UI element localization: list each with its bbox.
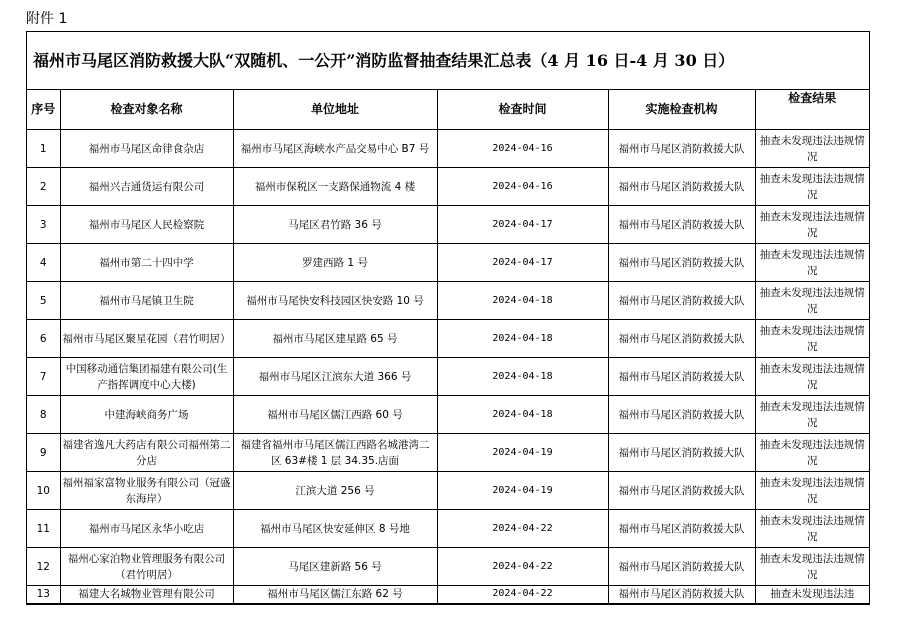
cell-name: 福建大名城物业管理有限公司 — [60, 586, 233, 604]
table-row — [27, 130, 869, 168]
cell-agency: 福州市马尾区消防救援大队 — [608, 396, 755, 434]
table-row — [27, 586, 869, 604]
cell-date: 2024-04-18 — [437, 320, 608, 358]
cell-result: 抽查未发现违法违规情况 — [755, 358, 869, 396]
cell-no: 1 — [27, 130, 60, 168]
cell-address: 福州市马尾区儒江东路 62 号 — [233, 586, 437, 604]
cell-agency: 福州市马尾区消防救援大队 — [608, 472, 755, 510]
cell-agency: 福州市马尾区消防救援大队 — [608, 244, 755, 282]
table-row — [27, 282, 869, 320]
cell-date: 2024-04-22 — [437, 510, 608, 548]
cell-date: 2024-04-17 — [437, 244, 608, 282]
cell-address: 福州市马尾区海峡水产品交易中心 B7 号 — [233, 130, 437, 168]
cell-date: 2024-04-17 — [437, 206, 608, 244]
header-agency: 实施检查机构 — [608, 90, 755, 130]
cell-agency: 福州市马尾区消防救援大队 — [608, 434, 755, 472]
cell-date: 2024-04-18 — [437, 358, 608, 396]
cell-date: 2024-04-22 — [437, 548, 608, 586]
cell-no: 13 — [27, 586, 60, 604]
cell-agency: 福州市马尾区消防救援大队 — [608, 510, 755, 548]
table-row — [27, 548, 869, 586]
header-row — [27, 90, 869, 130]
cell-name: 福州心家泊物业管理服务有限公司（君竹明居） — [60, 548, 233, 586]
cell-name: 福州市马尾区人民检察院 — [60, 206, 233, 244]
attachment-label: 附件 1 — [26, 11, 68, 27]
cell-agency: 福州市马尾区消防救援大队 — [608, 130, 755, 168]
header-date: 检查时间 — [437, 90, 608, 130]
cell-result: 抽查未发现违法违规情况 — [755, 206, 869, 244]
cell-name: 福州福家富物业服务有限公司（冠盛东海岸） — [60, 472, 233, 510]
cell-no: 11 — [27, 510, 60, 548]
cell-address: 福州市保税区一支路保通物流 4 楼 — [233, 168, 437, 206]
cell-name: 福州市马尾区聚星花园（君竹明居） — [60, 320, 233, 358]
table-row — [27, 320, 869, 358]
cell-address: 福州市马尾快安科技园区快安路 10 号 — [233, 282, 437, 320]
cell-result: 抽查未发现违法违规情况 — [755, 244, 869, 282]
table-row — [27, 510, 869, 548]
cell-no: 4 — [27, 244, 60, 282]
cell-no: 7 — [27, 358, 60, 396]
cell-date: 2024-04-18 — [437, 396, 608, 434]
table-row — [27, 168, 869, 206]
cell-name: 福州市马尾区永华小吃店 — [60, 510, 233, 548]
cell-date: 2024-04-19 — [437, 472, 608, 510]
cell-result: 抽查未发现违法违规情况 — [755, 168, 869, 206]
cell-address: 江滨大道 256 号 — [233, 472, 437, 510]
cell-name: 中国移动通信集团福建有限公司(生产指挥调度中心大楼) — [60, 358, 233, 396]
header-address: 单位地址 — [233, 90, 437, 130]
cell-date: 2024-04-16 — [437, 168, 608, 206]
cell-name: 福州兴吉通货运有限公司 — [60, 168, 233, 206]
cell-agency: 福州市马尾区消防救援大队 — [608, 282, 755, 320]
cell-address: 罗建西路 1 号 — [233, 244, 437, 282]
cell-no: 12 — [27, 548, 60, 586]
table-row — [27, 434, 869, 472]
cell-no: 2 — [27, 168, 60, 206]
cell-address: 福州市马尾区快安延伸区 8 号地 — [233, 510, 437, 548]
cell-agency: 福州市马尾区消防救援大队 — [608, 586, 755, 604]
cell-agency: 福州市马尾区消防救援大队 — [608, 168, 755, 206]
cell-result: 抽查未发现违法违规情况 — [755, 320, 869, 358]
cell-no: 5 — [27, 282, 60, 320]
cell-no: 8 — [27, 396, 60, 434]
cell-agency: 福州市马尾区消防救援大队 — [608, 358, 755, 396]
cell-result: 抽查未发现违法违规情况 — [755, 548, 869, 586]
cell-no: 6 — [27, 320, 60, 358]
cell-no: 10 — [27, 472, 60, 510]
cell-name: 福州市马尾区命律食杂店 — [60, 130, 233, 168]
results-sheet — [26, 31, 870, 605]
cell-result: 抽查未发现违法违规情况 — [755, 472, 869, 510]
cell-result: 抽查未发现违法违规情况 — [755, 282, 869, 320]
cell-name: 中建海峡商务广场 — [60, 396, 233, 434]
cell-address: 福州市马尾区儒江西路 60 号 — [233, 396, 437, 434]
cell-result: 抽查未发现违法违 — [755, 586, 869, 604]
header-no: 序号 — [27, 90, 60, 130]
cell-date: 2024-04-22 — [437, 586, 608, 604]
cell-agency: 福州市马尾区消防救援大队 — [608, 320, 755, 358]
header-name: 检查对象名称 — [60, 90, 233, 130]
cell-name: 福州市马尾镇卫生院 — [60, 282, 233, 320]
cell-result: 抽查未发现违法违规情况 — [755, 434, 869, 472]
cell-address: 马尾区君竹路 36 号 — [233, 206, 437, 244]
cell-agency: 福州市马尾区消防救援大队 — [608, 206, 755, 244]
cell-result: 抽查未发现违法违规情况 — [755, 510, 869, 548]
cell-name: 福州市第二十四中学 — [60, 244, 233, 282]
cell-name: 福建省逸凡大药店有限公司福州第二分店 — [60, 434, 233, 472]
inspection-results-table — [27, 90, 869, 604]
cell-result: 抽查未发现违法违规情况 — [755, 396, 869, 434]
table-row — [27, 244, 869, 282]
cell-result: 抽查未发现违法违规情况 — [755, 130, 869, 168]
cell-date: 2024-04-16 — [437, 130, 608, 168]
cell-address: 福州市马尾区建星路 65 号 — [233, 320, 437, 358]
table-row — [27, 472, 869, 510]
cell-date: 2024-04-19 — [437, 434, 608, 472]
cell-address: 福州市马尾区江滨东大道 366 号 — [233, 358, 437, 396]
table-body — [27, 130, 869, 604]
cell-agency: 福州市马尾区消防救援大队 — [608, 548, 755, 586]
cell-address: 马尾区建新路 56 号 — [233, 548, 437, 586]
cell-address: 福建省福州市马尾区儒江西路名城港湾二区 63#楼 1 层 34.35.店面 — [233, 434, 437, 472]
cell-no: 3 — [27, 206, 60, 244]
cell-date: 2024-04-18 — [437, 282, 608, 320]
table-row — [27, 396, 869, 434]
table-row — [27, 358, 869, 396]
cell-no: 9 — [27, 434, 60, 472]
table-row — [27, 206, 869, 244]
header-result: 检查结果 — [755, 90, 869, 130]
table-title: 福州市马尾区消防救援大队“双随机、一公开”消防监督抽查结果汇总表（4 月 16 日-4 月 30 日） — [27, 32, 869, 90]
